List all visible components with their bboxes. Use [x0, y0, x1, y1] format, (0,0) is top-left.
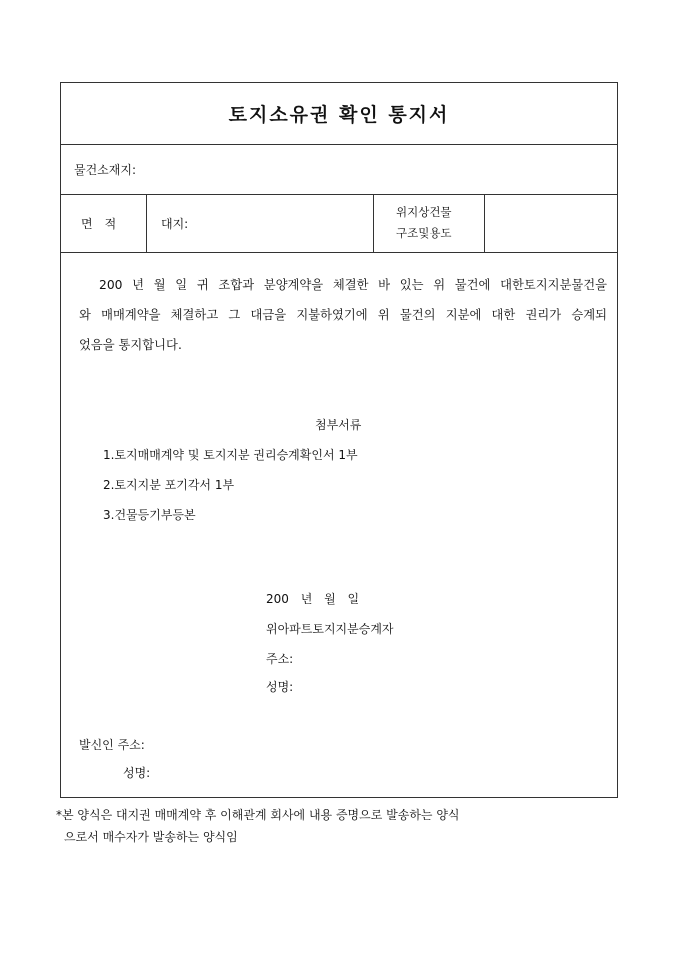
building-label-line2: 구조및용도 — [396, 226, 452, 240]
attachment-item: 3.건물등기부등본 — [103, 508, 196, 522]
area-cell — [61, 195, 147, 252]
building-cell — [374, 195, 485, 252]
sender-name-label: 성명: — [123, 766, 151, 780]
signature-name-label: 성명: — [266, 680, 294, 694]
footnote-line-1: *본 양식은 대지권 매매계약 후 이해관계 회사에 내용 증명으로 발송하는 양식 — [56, 808, 460, 822]
area-label: 면적 — [81, 217, 129, 231]
title-row — [61, 83, 617, 145]
signature-date: 200 년 월 일 — [266, 592, 360, 606]
attachment-item: 2.토지지분 포기각서 1부 — [103, 478, 235, 492]
sender-address-label: 발신인 주소: — [79, 738, 145, 752]
land-cell — [147, 195, 374, 252]
body-line-2: 와 매매계약을 체결하고 그 대금을 지불하였기에 위 물건의 지분에 대한 권리가 승계되 — [79, 308, 607, 322]
property-location-row — [61, 145, 617, 195]
attachment-item: 1.토지매매계약 및 토지지분 권리승계확인서 1부 — [103, 448, 358, 462]
property-location-label: 물건소재지: — [74, 163, 137, 177]
building-label-line1: 위지상건물 — [396, 205, 452, 219]
footnote-line-2: 으로서 매수자가 발송하는 양식임 — [64, 830, 238, 844]
body-line-1: 200 년 월 일 귀 조합과 분양계약을 체결한 바 있는 위 물건에 대한토지지분물건을 — [99, 278, 607, 292]
body-text — [79, 270, 607, 360]
attachments-title: 첨부서류 — [315, 418, 362, 432]
land-label: 대지: — [161, 217, 189, 231]
area-row — [61, 195, 617, 253]
page-title: 토지소유권 확인 통지서 — [228, 104, 450, 126]
signature-address-label: 주소: — [266, 652, 294, 666]
notice-form — [60, 82, 618, 798]
successor-label: 위아파트토지지분승계자 — [266, 622, 394, 636]
body-line-3: 었음을 통지합니다. — [79, 338, 182, 352]
